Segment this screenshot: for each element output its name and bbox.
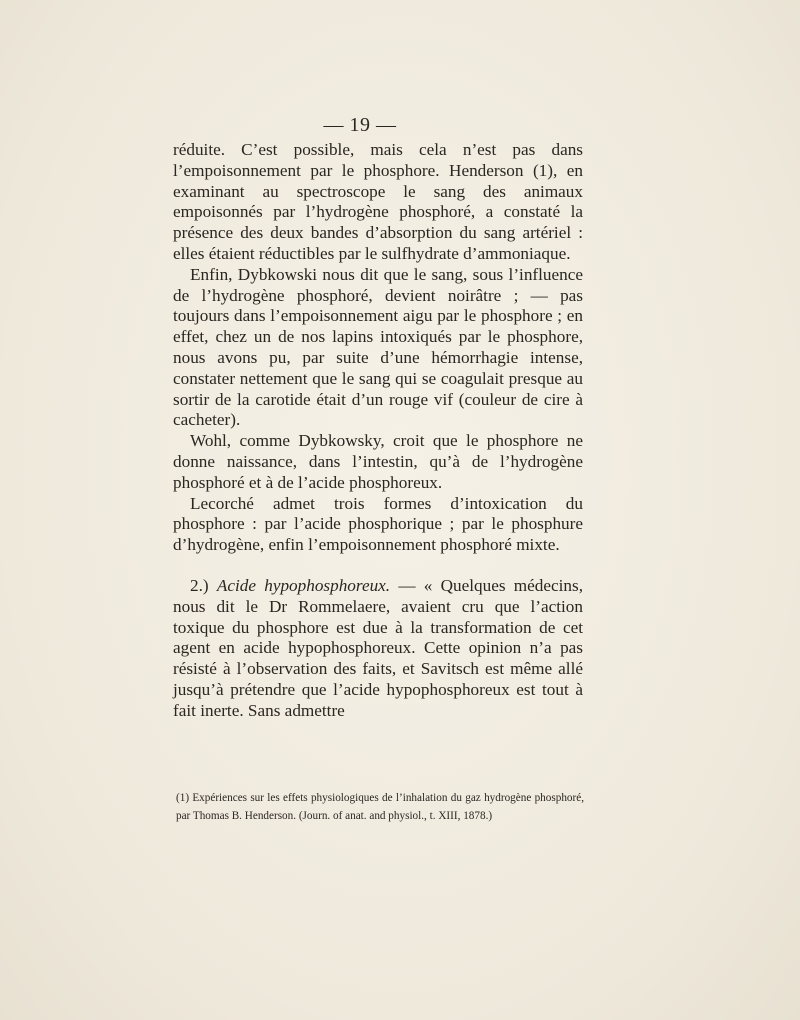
- paragraph-4: Lecorché admet trois formes d’intoxication du phosphore : par l’acide phosphorique ; par le phosphure d’hydrogène, enfin l’empoisonnement phosphoré mixte.: [173, 493, 583, 555]
- footnote: [176, 790, 584, 825]
- main-text: [173, 140, 583, 722]
- paragraph-1: réduite. C’est possible, mais cela n’est pas dans l’empoisonnement par le phosphore. Henderson (1), en examinant au spectroscope le sang des animaux empoisonnés par l’hydrogène phosphoré, a constaté la présence des deux bandes d’absorption du sang artériel : elles étaient réductibles par le sulfhydrate d’ammoniaque.: [173, 140, 583, 263]
- section-text: — « Quelques médecins, nous dit le Dr Rommelaere, avaient cru que l’action toxique du phosphore est due à la transformation de cet agent en acide hypophosphoreux. Cette opinion n’a pas résisté à l’observation des faits, et Savitsch est même allé jusqu’à prétendre que l’acide hypophosphoreux est tout à fait inerte. Sans admettre: [173, 575, 583, 720]
- section-number: 2.): [190, 575, 209, 595]
- paragraph-3: Wohl, comme Dybkowsky, croit que le phosphore ne donne naissance, dans l’intestin, qu’à de l’hydrogène phosphoré et à de l’acide phosphoreux.: [173, 431, 583, 492]
- paragraph-2: Enfin, Dybkowski nous dit que le sang, sous l’influence de l’hydrogène phosphoré, devient noirâtre ; — pas toujours dans l’empoisonnement aigu par le phosphore ; en effet, chez un de nos lapins intoxiqués par le phosphore, nous avons pu, par suite d’une hémorrhagie intense, constater nettement que le sang qui se coagulait presque au sortir de la carotide était d’un rouge vif (couleur de cire à cacheter).: [173, 264, 583, 430]
- section-title: Acide hypophosphoreux.: [216, 575, 391, 595]
- paragraph-5: [173, 576, 583, 722]
- footnote-text: (1) Expériences sur les effets physiologiques de l’inhalation du gaz hydrogène phosphoré, par Thomas B. Henderson. (Journ. of anat. and physiol., t. XIII, 1878.): [176, 792, 584, 822]
- page-number: — 19 —: [323, 114, 397, 136]
